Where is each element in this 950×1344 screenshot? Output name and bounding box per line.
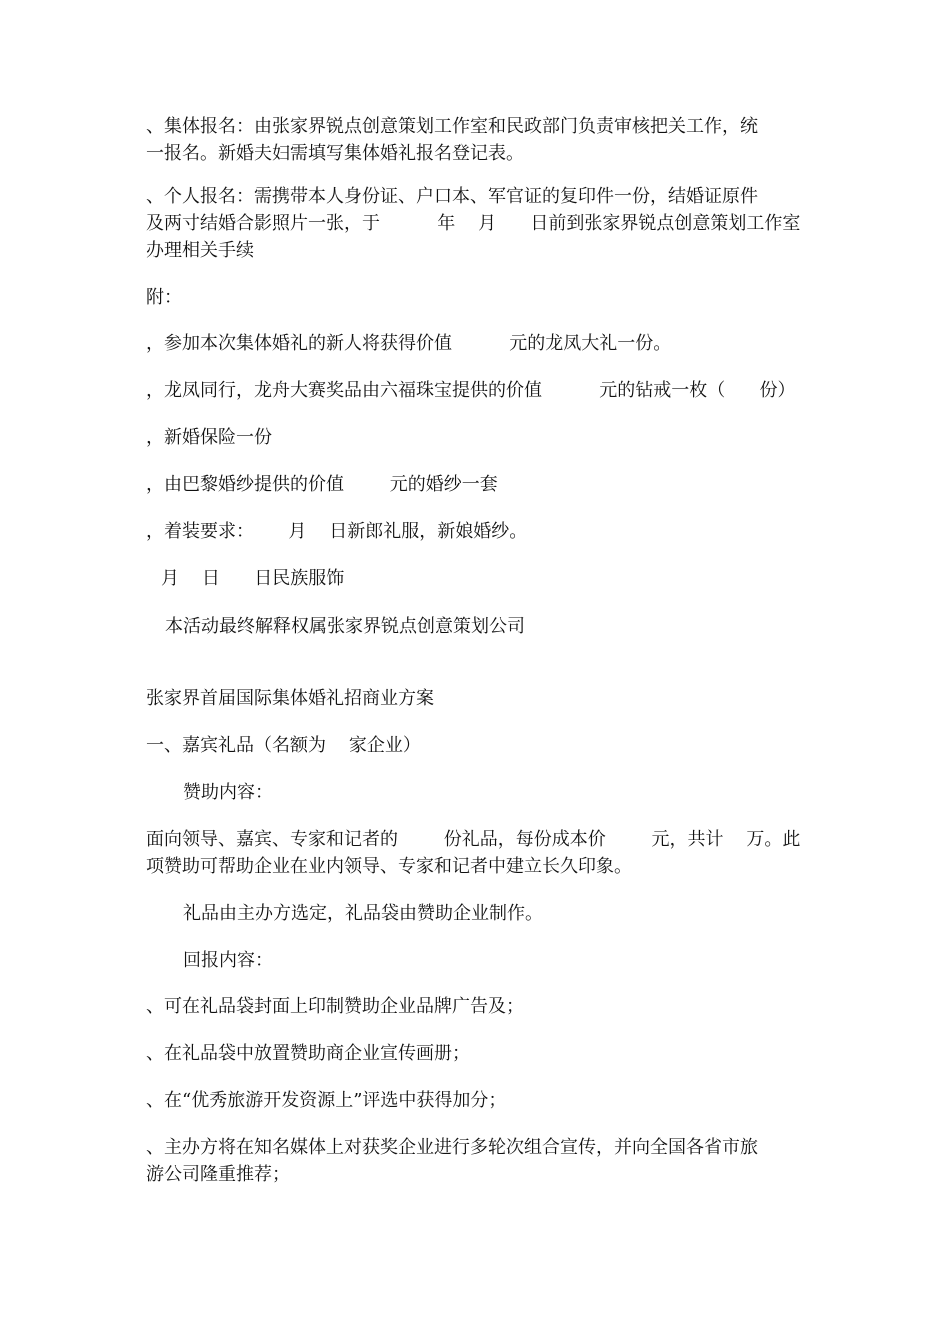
text-line: 本活动最终解释权属张家界锐点创意策划公司 <box>165 616 525 637</box>
section-heading: 一、嘉宾礼品（名额为 家企业） <box>146 735 421 756</box>
text-line: 、集体报名：由张家界锐点创意策划工作室和民政部门负责审核把关工作，统 <box>146 116 758 137</box>
text-line: ，新婚保险一份 <box>146 427 272 448</box>
text-line: 附： <box>146 287 182 308</box>
text-line: ，龙凤同行，龙舟大赛奖品由六福珠宝提供的价值 元的钻戒一枚（ 份） <box>146 380 796 401</box>
text-line: 礼品由主办方选定，礼品袋由赞助企业制作。 <box>183 903 543 924</box>
section-title: 张家界首届国际集体婚礼招商业方案 <box>146 688 434 709</box>
text-line: 面向领导、嘉宾、专家和记者的 份礼品，每份成本价 元，共计 万。此 <box>146 829 801 850</box>
list-item: 、可在礼品袋封面上印制赞助企业品牌广告及； <box>146 996 524 1017</box>
text-line: ，参加本次集体婚礼的新人将获得价值 元的龙凤大礼一份。 <box>146 333 672 354</box>
subheading: 回报内容： <box>183 950 273 971</box>
list-item: 、在礼品袋中放置赞助商企业宣传画册； <box>146 1043 470 1064</box>
list-item: 、主办方将在知名媒体上对获奖企业进行多轮次组合宣传，并向全国各省市旅 <box>146 1137 758 1158</box>
text-line: 一报名。新婚夫妇需填写集体婚礼报名登记表。 <box>146 143 524 164</box>
list-item: 、在“优秀旅游开发资源上”评选中获得加分； <box>146 1090 507 1111</box>
list-item: 游公司隆重推荐； <box>146 1164 290 1185</box>
text-line: ，着装要求： 月 日新郎礼服，新娘婚纱。 <box>146 521 528 542</box>
subheading: 赞助内容： <box>183 782 273 803</box>
text-line: ，由巴黎婚纱提供的价值 元的婚纱一套 <box>146 474 498 495</box>
text-line: 及两寸结婚合影照片一张，于 年 月 日前到张家界锐点创意策划工作室 <box>146 213 801 234</box>
text-line: 月 日 日民族服饰 <box>161 568 345 589</box>
text-line: 、个人报名：需携带本人身份证、户口本、军官证的复印件一份，结婚证原件 <box>146 186 758 207</box>
text-line: 项赞助可帮助企业在业内领导、专家和记者中建立长久印象。 <box>146 856 632 877</box>
text-line: 办理相关手续 <box>146 240 254 261</box>
